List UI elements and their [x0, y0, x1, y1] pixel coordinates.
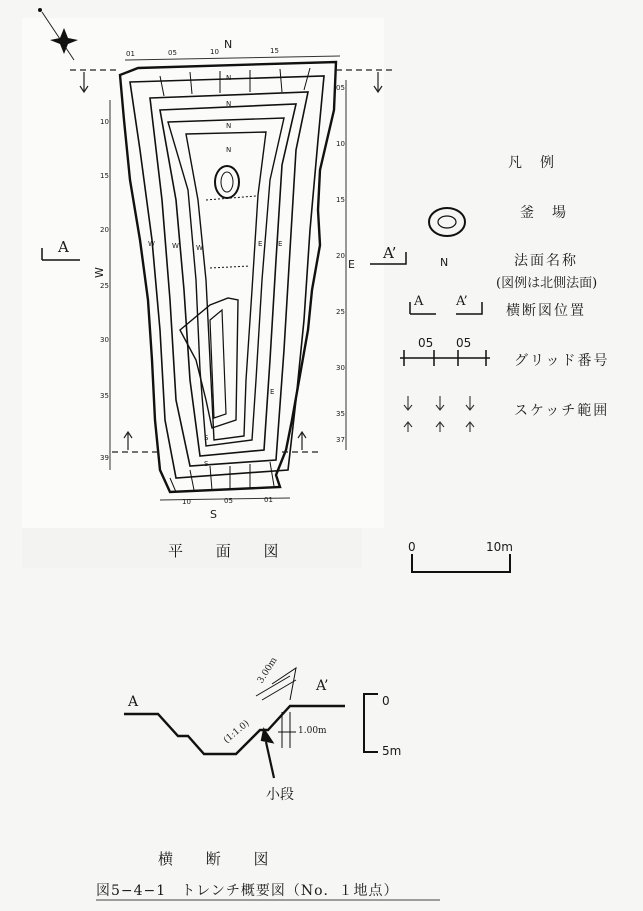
plan-section-a-prime: A’	[383, 244, 397, 262]
face-label: E	[258, 240, 263, 248]
section-scale-five: 5m	[382, 744, 402, 758]
section-a-label: A	[128, 694, 139, 710]
face-label: W	[148, 240, 155, 248]
grid-left-35: 35	[100, 392, 109, 400]
legend-heading: 凡 例	[508, 155, 556, 171]
grid-top-15: 15	[270, 47, 279, 55]
step-arrow-icon	[262, 730, 274, 778]
face-label: N	[226, 146, 232, 154]
grid-right-35: 35	[336, 410, 345, 418]
grid-top-01: 01	[126, 50, 135, 58]
west-label: W	[92, 267, 106, 278]
face-label: S	[204, 434, 209, 442]
grid-left-39: 39	[100, 454, 109, 462]
grid-right-30: 30	[336, 364, 345, 372]
grid-right-25: 25	[336, 308, 345, 316]
north-label-top: N	[224, 38, 233, 51]
section-title: 横 断 図	[158, 850, 283, 868]
grid-left-25: 25	[100, 282, 109, 290]
legend-grid-no-label: グリッド番号	[514, 353, 610, 369]
plan-scale-ten: 10m	[486, 540, 513, 554]
legend-kiln-label: 釜 場	[520, 205, 568, 221]
grid-right-05: 05	[336, 84, 345, 92]
plan-title: 平 面 図	[168, 542, 293, 560]
legend-sketch-range-label: スケッチ範囲	[514, 403, 610, 419]
plan-sheet	[22, 18, 384, 528]
legend-face-name-label: 法面名称	[514, 253, 578, 269]
legend-face-sample: N	[440, 256, 449, 269]
plan-scale-zero: 0	[408, 540, 416, 554]
legend-sketch-arrows	[404, 396, 474, 432]
legend-grid-sample-1: 05	[418, 336, 434, 350]
face-label: N	[226, 100, 232, 108]
grid-left-30: 30	[100, 336, 109, 344]
figure-caption: 図5−4−1 トレンチ概要図（No．１地点）	[96, 883, 399, 899]
legend-grid-sample-2: 05	[456, 336, 472, 350]
plan-scale-bar	[412, 554, 510, 572]
face-label: E	[270, 388, 275, 396]
grid-right-10: 10	[336, 140, 345, 148]
legend-face-name-note: (図例は北側法面)	[496, 276, 598, 291]
legend-kiln-icon	[429, 208, 465, 236]
legend-grid-symbol	[400, 350, 490, 366]
face-label: E	[278, 240, 283, 248]
grid-bottom-05: 05	[224, 497, 233, 505]
grid-left-15: 15	[100, 172, 109, 180]
south-label-bottom: S	[210, 508, 217, 521]
grid-right-37: 37	[336, 436, 345, 444]
grid-left-20: 20	[100, 226, 109, 234]
cross-section	[124, 668, 345, 754]
legend-section-pos-label: 横断図位置	[506, 303, 586, 319]
east-label: E	[348, 258, 355, 271]
section-step-width: 1.00m	[298, 726, 327, 736]
face-label: W	[172, 242, 179, 250]
section-width-label: 3.00m	[256, 655, 280, 686]
plan-section-a: A	[58, 238, 69, 256]
section-scale-zero: 0	[382, 694, 390, 708]
grid-bottom-10: 10	[182, 498, 191, 506]
face-label: N	[226, 74, 232, 82]
grid-right-20: 20	[336, 252, 345, 260]
section-step-label: 小段	[266, 787, 294, 803]
face-label: S	[204, 460, 209, 468]
face-label: W	[196, 244, 203, 252]
legend-section-a: A	[414, 294, 424, 309]
face-label: N	[226, 122, 232, 130]
grid-top-10: 10	[210, 48, 219, 56]
section-a-prime-label: A’	[316, 678, 329, 694]
section-scale-bar	[364, 694, 378, 752]
grid-top-05: 05	[168, 49, 177, 57]
grid-left-10: 10	[100, 118, 109, 126]
legend-section-a-prime: A’	[456, 294, 468, 309]
grid-bottom-01: 01	[264, 496, 273, 504]
grid-right-15: 15	[336, 196, 345, 204]
section-slope-label: (1:1.0)	[222, 718, 252, 746]
